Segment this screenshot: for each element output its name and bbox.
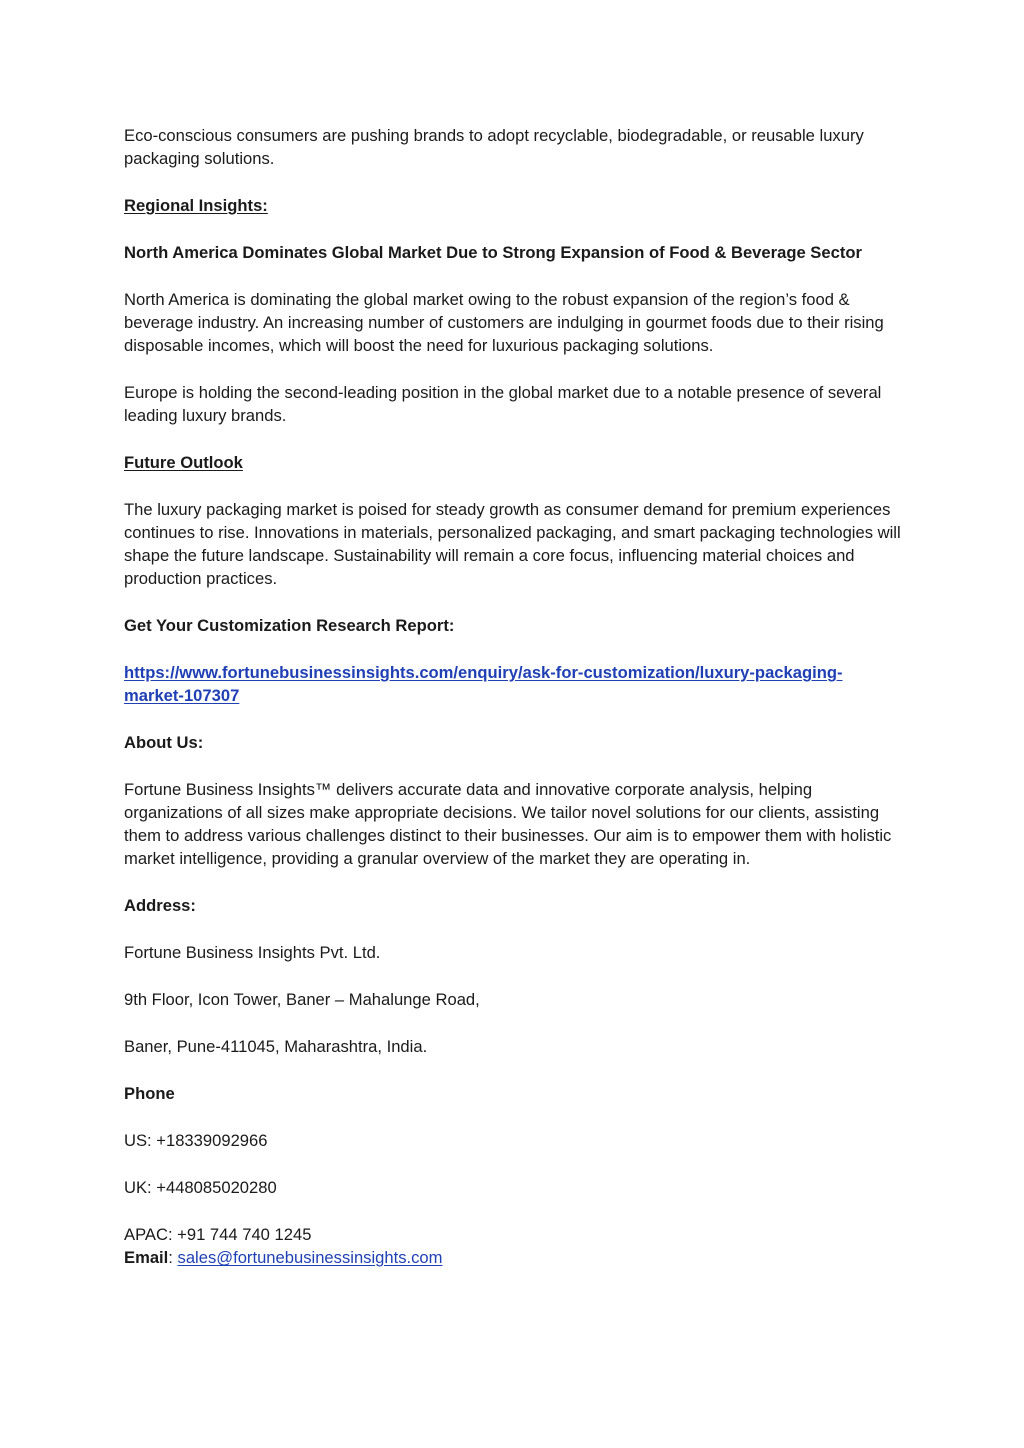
email-line (124, 1246, 904, 1269)
email-label: Email (124, 1248, 169, 1267)
regional-paragraph-north-america: North America is dominating the global market owing to the robust expansion of the region’s food & beverage industry. An increasing number of customers are indulging in gourmet foods due to their rising disposable incomes, which will boost the need for luxurious packaging solutions. (124, 290, 884, 355)
phone-uk: UK: +448085020280 (124, 1178, 277, 1197)
address-heading: Address: (124, 896, 196, 915)
phone-heading: Phone (124, 1084, 175, 1103)
address-line-2: Baner, Pune-411045, Maharashtra, India. (124, 1037, 428, 1056)
customization-heading: Get Your Customization Research Report: (124, 616, 455, 635)
intro-paragraph: Eco-conscious consumers are pushing brands to adopt recyclable, biodegradable, or reusable luxury packaging solutions. (124, 126, 864, 168)
phone-apac: APAC: +91 744 740 1245 (124, 1225, 312, 1244)
about-us-paragraph: Fortune Business Insights™ delivers accurate data and innovative corporate analysis, helping organizations of all sizes make appropriate decisions. We tailor novel solutions for our clients, assisting them to address various challenges distinct to their businesses. Our aim is to empower them with holistic market intelligence, providing a granular overview of the market they are operating in. (124, 780, 892, 868)
address-line-1: 9th Floor, Icon Tower, Baner – Mahalunge Road, (124, 990, 480, 1009)
customization-link-line-1[interactable]: https://www.fortunebusinessinsights.com/enquiry/ask-for-customization/luxury-packaging- (124, 663, 843, 682)
email-link[interactable]: sales@fortunebusinessinsights.com (177, 1248, 443, 1267)
regional-paragraph-europe: Europe is holding the second-leading position in the global market due to a notable presence of several leading luxury brands. (124, 383, 882, 425)
address-company: Fortune Business Insights Pvt. Ltd. (124, 943, 381, 962)
future-outlook-paragraph: The luxury packaging market is poised for steady growth as consumer demand for premium experiences continues to rise. Innovations in materials, personalized packaging, and smart packaging technologies will shape the future landscape. Sustainability will remain a core focus, influencing material choices and production practices. (124, 500, 901, 588)
regional-subheading: North America Dominates Global Market Due to Strong Expansion of Food & Beverage Sector (124, 243, 862, 262)
customization-link-line-2[interactable]: market-107307 (124, 686, 240, 705)
customization-link-block (124, 661, 904, 707)
phone-us: US: +18339092966 (124, 1131, 268, 1150)
regional-insights-heading: Regional Insights: (124, 196, 268, 215)
email-separator: : (168, 1248, 178, 1267)
future-outlook-heading: Future Outlook (124, 453, 243, 472)
about-us-heading: About Us: (124, 733, 204, 752)
document-body (124, 124, 904, 1269)
